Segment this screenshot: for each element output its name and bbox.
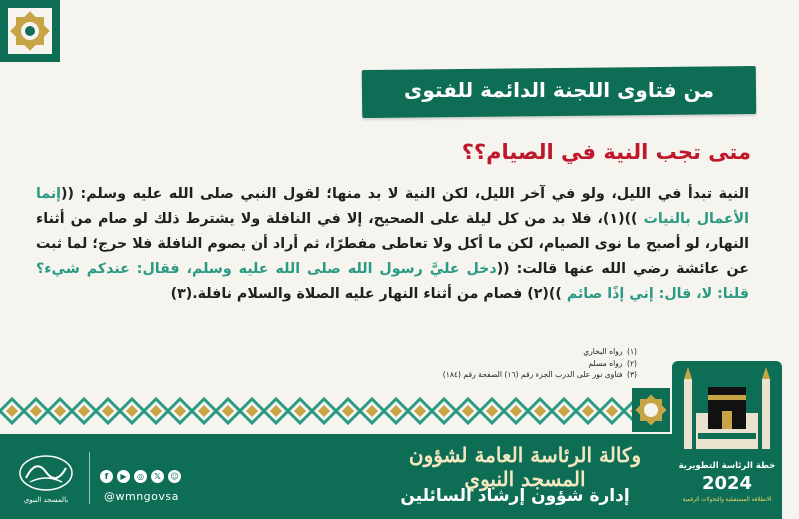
reference-item: (١) رواه البخاري xyxy=(583,347,637,356)
answer-text xyxy=(36,182,749,307)
ornament-band xyxy=(0,396,668,426)
left-logo-caption: بالمسجد النبوي xyxy=(23,496,69,504)
answer-part-1: النية تبدأ في الليل، ولو في آخر الليل، لكن النية لا بد منها؛ لقول النبي صلى الله عليه وسلم: (( xyxy=(61,186,749,202)
department-name: إدارة شؤون إرشاد السائلين xyxy=(400,486,630,506)
social-handle[interactable]: @wmngovsa xyxy=(104,490,179,503)
card-subtitle: الانطلاقة المستقبلية والتحولات الرقمية xyxy=(682,497,772,503)
ornament-corner-icon xyxy=(0,0,60,62)
hadith-quote-2: دخل عليَّ رسول الله صلى الله عليه وسلم، فقال: عندكم شيء؟ قلنا: لا، قال: إني إذًا صائم xyxy=(36,261,749,302)
social-links xyxy=(100,470,181,483)
references-list xyxy=(443,346,637,381)
banner-title: من فتاوى اللجنة الدائمة للفتوى xyxy=(404,78,714,102)
card-year: 2024 xyxy=(701,473,753,494)
card-title: خطة الرئاسة التطويرية xyxy=(678,461,776,471)
answer-part-3: ))(٢) فصام من أثناء النهار عليه الصلاة والسلام نافلة.(٣) xyxy=(170,286,567,302)
answer-part-2: ))(١)، فلا بد من كل ليلة على الصحيح، إلا في النافلة ولا يشترط ذلك لو صام من أثناء النهار، لو أصبح ما نوى الصيام، لكن ما أكل ولا تعاطى مفطرًا، ثم أراد أن يصوم النافلة فلا حرج؛ لما ثبت عن عائشة رضي الله عنها قالت: (( xyxy=(36,211,749,277)
question-title: متى تجب النية في الصيام؟؟ xyxy=(461,140,751,164)
ornament-star-icon xyxy=(632,388,670,432)
kaaba-mosque-icon xyxy=(672,361,782,461)
snapchat-icon[interactable]: ☺ xyxy=(168,470,181,483)
calligraphy-logo-icon xyxy=(16,452,76,494)
reference-item: (٢) رواه مسلم xyxy=(588,358,637,368)
hadith-quote-1: إنما الأعمال بالنيات xyxy=(36,186,749,227)
youtube-icon[interactable]: ▶ xyxy=(117,470,130,483)
facebook-icon[interactable]: f xyxy=(100,470,113,483)
instagram-icon[interactable]: ◎ xyxy=(134,470,147,483)
footer-divider xyxy=(89,452,90,504)
development-plan-card xyxy=(672,361,782,519)
x-icon[interactable]: 𝕏 xyxy=(151,470,164,483)
reference-item: (٣) فتاوى نور على الدرب الجزء رقم (١٦) الصفحة رقم (١٨٤) xyxy=(442,370,637,379)
organization-name: وكالة الرئاسة العامة لشؤون المسجد النبوي xyxy=(408,443,642,491)
